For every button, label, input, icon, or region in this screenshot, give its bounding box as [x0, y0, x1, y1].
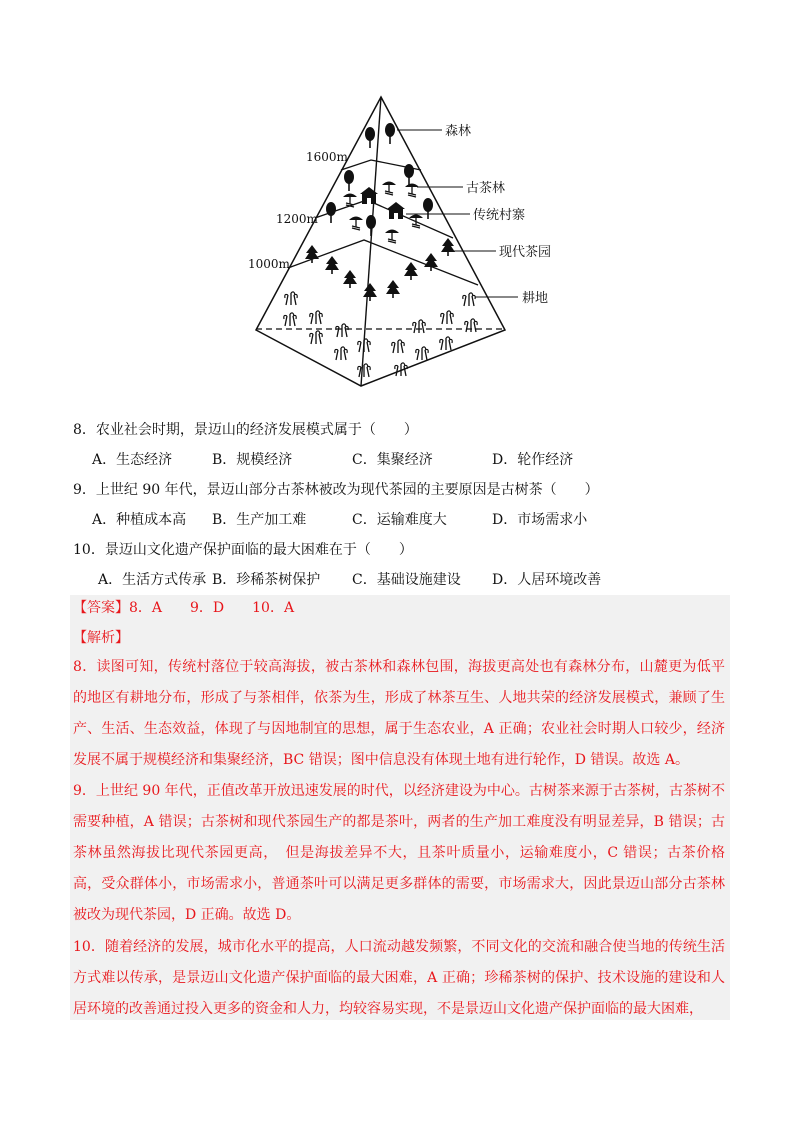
q9-option-a: A．种植成本高	[92, 512, 187, 528]
question-9: 9．上世纪 90 年代，景迈山部分古茶林被改为现代茶园的主要原因是古树茶（ ）	[73, 482, 599, 498]
label-ancient-tea: 古茶林	[466, 181, 506, 196]
altitude-1000: 1000m	[248, 257, 290, 271]
answer-label: 【答案】8．A 9．D 10．A	[73, 600, 295, 616]
q10-option-d: D．人居环境改善	[492, 572, 602, 588]
q8-option-b: B．规模经济	[212, 452, 293, 468]
altitude-1600: 1600m	[306, 150, 348, 164]
q10-option-a: A．生活方式传承	[98, 572, 207, 588]
analysis-label: 【解析】	[73, 630, 129, 646]
label-village: 传统村寨	[473, 208, 526, 223]
explanation-10: 10．随着经济的发展，城市化水平的提高，人口流动越发频繁，不同文化的交流和融合使当地的传统生活方式难以传承，是景迈山文化遗产保护面临的最大困难，A 正确；珍稀茶树的保护、技术设施的建设和人居环境的改善通过投入更多的资金和人力，均较容易实现，不是景迈山文化遗产保护面临的最大困难，	[73, 939, 725, 1017]
q8-option-a: A．生态经济	[92, 452, 173, 468]
label-farmland: 耕地	[522, 291, 549, 306]
q10-option-c: C．基础设施建设	[352, 572, 461, 588]
label-forest: 森林	[445, 124, 472, 139]
label-modern-tea: 现代茶园	[499, 245, 552, 260]
q10-option-b: B．珍稀茶树保护	[212, 572, 321, 588]
q9-option-b: B．生产加工难	[212, 512, 307, 528]
q8-option-c: C．集聚经济	[352, 452, 433, 468]
question-10: 10．景迈山文化遗产保护面临的最大困难在于（ ）	[73, 542, 413, 558]
explanation-9: 9．上世纪 90 年代，正值改革开放迅速发展的时代，以经济建设为中心。古树茶来源于古茶树，古茶树不需要种植，A 错误；古茶树和现代茶园生产的都是茶叶，两者的生产加工难度没有明显差异，B 错误；古茶林虽然海拔比现代茶园更高， 但是海拔差异不大，且茶叶质量小，运输难度小，C 错误；古茶价格高，受众群体小，市场需求小，普通茶叶可以满足更多群体的需要，市场需求大，因此景迈山部分古茶林被改为现代茶园，D 正确。故选 D。	[73, 783, 725, 923]
pyramid-diagram	[0, 0, 800, 400]
q9-option-d: D．市场需求小	[492, 512, 588, 528]
q9-option-c: C．运输难度大	[352, 512, 447, 528]
altitude-1200: 1200m	[276, 212, 318, 226]
q8-option-d: D．轮作经济	[492, 452, 574, 468]
explanation-8: 8．读图可知，传统村落位于较高海拔，被古茶林和森林包围，海拔更高处也有森林分布，山麓更为低平的地区有耕地分布，形成了与茶相伴，依茶为生，形成了林茶互生、人地共荣的经济发展模式，兼顾了生产、生活、生态效益，体现了与因地制宜的思想，属于生态农业，A 正确；农业社会时期人口较少，经济发展不属于规模经济和集聚经济，BC 错误；图中信息没有体现土地有进行轮作，D 错误。故选 A。	[73, 659, 725, 768]
question-8: 8．农业社会时期，景迈山的经济发展模式属于（ ）	[73, 422, 418, 438]
